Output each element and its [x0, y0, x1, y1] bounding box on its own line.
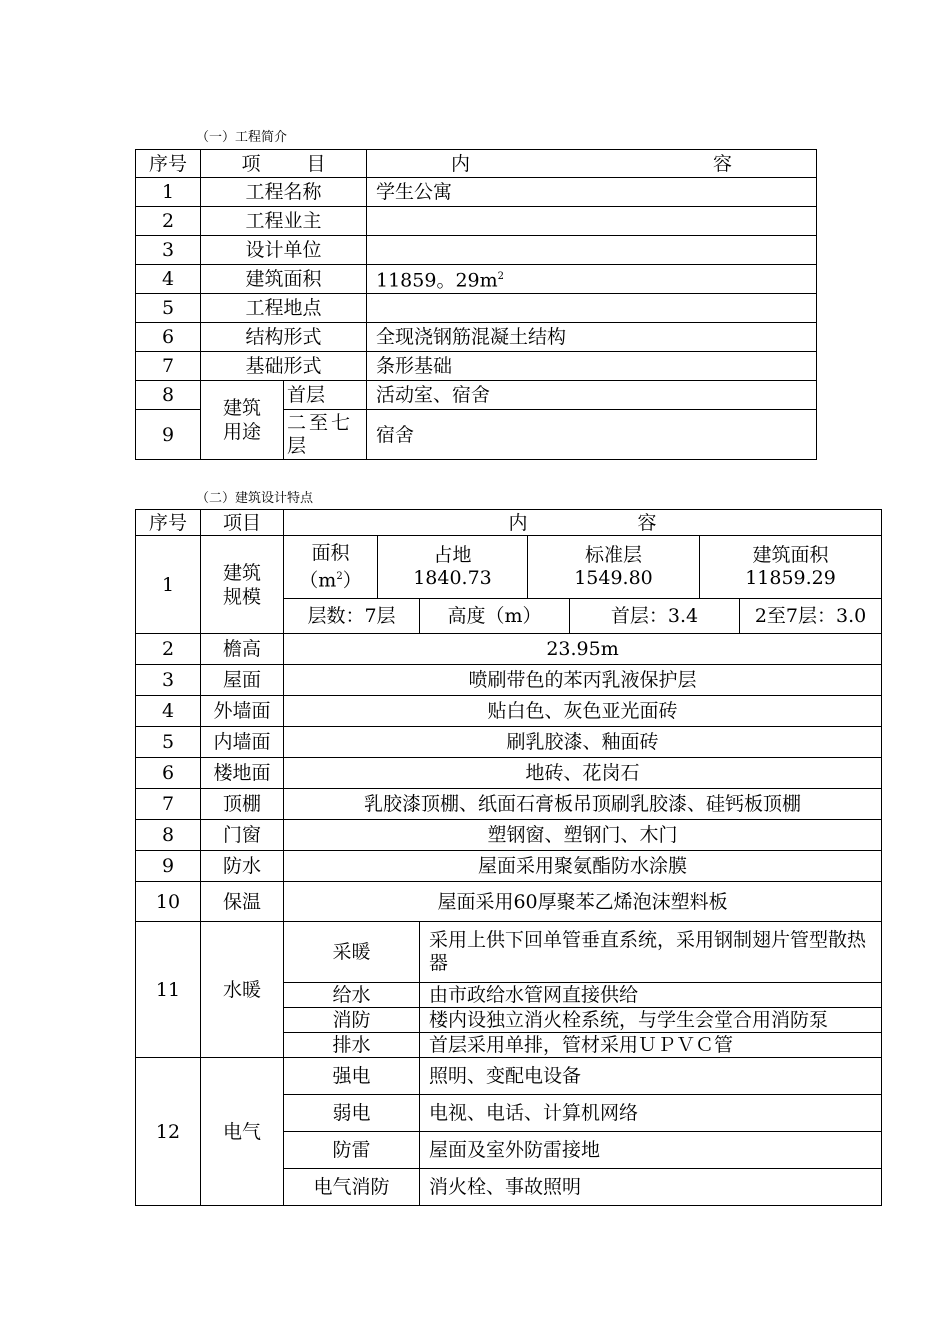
row-no: 2 [136, 207, 201, 236]
row-no: 5 [136, 294, 201, 323]
table-row [136, 882, 882, 922]
table-row [136, 634, 882, 665]
row-value: 喷刷带色的苯丙乳液保护层 [284, 665, 882, 696]
table-row [136, 323, 817, 352]
row-no: 8 [136, 381, 201, 410]
land-label: 占地 [433, 544, 472, 566]
row-value: 照明、变配电设备 [420, 1058, 882, 1095]
header-item-a: 项 [241, 152, 261, 175]
floors-cell: 层数：7层 [284, 599, 420, 634]
upper-floor-height-cell: 2至7层：3.0 [740, 599, 882, 634]
standard-floor-value: 1549.80 [574, 567, 653, 589]
row-no: 7 [136, 789, 201, 820]
row-no: 11 [136, 922, 201, 1058]
row-item: 基础形式 [201, 352, 367, 381]
table-row [136, 381, 817, 410]
row-no: 9 [136, 851, 201, 882]
plumbing-sub: 给水 [284, 983, 420, 1008]
table-row [136, 236, 817, 265]
section1-caption: （一）工程简介 [196, 130, 288, 145]
superscript: 2 [336, 570, 343, 582]
row-item: 门窗 [201, 820, 284, 851]
row-value: 消火栓、事故照明 [420, 1169, 882, 1206]
table-row [136, 178, 817, 207]
row-value: 乳胶漆顶棚、纸面石膏板吊顶刷乳胶漆、硅钙板顶棚 [284, 789, 882, 820]
table-header-row [136, 510, 882, 536]
row-item: 内墙面 [201, 727, 284, 758]
row-item: 楼地面 [201, 758, 284, 789]
row-item: 保温 [201, 882, 284, 922]
land-cell [378, 536, 528, 599]
row-no: 4 [136, 696, 201, 727]
row-value: 贴白色、灰色亚光面砖 [284, 696, 882, 727]
scale-label-text: 建筑规模 [222, 561, 261, 608]
table-row [136, 727, 882, 758]
area-unit-text: （m [299, 569, 337, 592]
header-item [201, 150, 367, 178]
row-no: 4 [136, 265, 201, 294]
row-no: 10 [136, 882, 201, 922]
row-item: 设计单位 [201, 236, 367, 265]
usage-label-text: 建筑用途 [222, 397, 261, 443]
header-no: 序号 [136, 150, 201, 178]
total-area-label: 建筑面积 [752, 544, 829, 566]
electrical-sub: 电气消防 [284, 1169, 420, 1206]
electrical-label: 电气 [201, 1058, 284, 1206]
electrical-sub: 防雷 [284, 1132, 420, 1169]
header-content [367, 150, 817, 178]
row-value: 刷乳胶漆、釉面砖 [284, 727, 882, 758]
table-row [136, 820, 882, 851]
row-value: 楼内设独立消火栓系统，与学生会堂合用消防泵 [420, 1008, 882, 1033]
row-no: 5 [136, 727, 201, 758]
row-no: 2 [136, 634, 201, 665]
table-row [136, 207, 817, 236]
plumbing-sub: 消防 [284, 1008, 420, 1033]
standard-floor-label: 标准层 [584, 544, 642, 566]
row-item: 工程名称 [201, 178, 367, 207]
usage-sub: 二至七层 [284, 410, 367, 460]
plumbing-sub: 排水 [284, 1033, 420, 1058]
row-item: 顶棚 [201, 789, 284, 820]
table-header-row [136, 150, 817, 178]
row-item: 工程地点 [201, 294, 367, 323]
row-item: 结构形式 [201, 323, 367, 352]
usage-sub: 首层 [284, 381, 367, 410]
row-value: 塑钢窗、塑钢门、木门 [284, 820, 882, 851]
row-no: 3 [136, 665, 201, 696]
project-overview-table [135, 149, 817, 460]
row-value [367, 207, 817, 236]
area-label: 面积 [311, 541, 350, 564]
row-no: 9 [136, 410, 201, 460]
row-value [367, 294, 817, 323]
row-item: 工程业主 [201, 207, 367, 236]
row-value: 屋面及室外防雷接地 [420, 1132, 882, 1169]
first-floor-height-cell: 首层：3.4 [570, 599, 740, 634]
row-no: 1 [136, 536, 201, 634]
row-no: 7 [136, 352, 201, 381]
row-value: 首层采用单排，管材采用ＵＰＶＣ管 [420, 1033, 882, 1058]
table-row [136, 758, 882, 789]
row-item: 屋面 [201, 665, 284, 696]
header-item-b: 目 [306, 152, 326, 175]
area-unit [288, 565, 373, 592]
row-no: 6 [136, 323, 201, 352]
building-area-value: 11859。29m [376, 269, 498, 292]
table-row [136, 922, 882, 983]
table-row [136, 696, 882, 727]
area-unit-close: ） [342, 569, 362, 592]
row-item: 建筑面积 [201, 265, 367, 294]
header-content-b: 容 [637, 511, 657, 534]
row-value: 地砖、花岗石 [284, 758, 882, 789]
header-item: 项目 [201, 510, 284, 536]
table-row [136, 265, 817, 294]
total-area-cell [700, 536, 882, 599]
row-value: 屋面采用聚氨酯防水涂膜 [284, 851, 882, 882]
electrical-sub: 弱电 [284, 1095, 420, 1132]
standard-floor-cell [528, 536, 700, 599]
total-area-value: 11859.29 [745, 567, 836, 589]
row-value: 活动室、宿舍 [367, 381, 817, 410]
row-no: 12 [136, 1058, 201, 1206]
header-content-a: 内 [508, 511, 528, 534]
row-value: 采用上供下回单管垂直系统，采用钢制翅片管型散热器 [420, 922, 882, 983]
header-content-a: 内 [451, 152, 471, 175]
height-cell: 高度（m） [420, 599, 570, 634]
section2-caption: （二）建筑设计特点 [196, 491, 314, 506]
row-value: 电视、电话、计算机网络 [420, 1095, 882, 1132]
row-item: 外墙面 [201, 696, 284, 727]
table-row [136, 1058, 882, 1095]
row-no: 8 [136, 820, 201, 851]
usage-label [201, 381, 284, 460]
header-content [284, 510, 882, 536]
row-value: 宿舍 [367, 410, 817, 460]
design-features-table [135, 509, 882, 1206]
land-value: 1840.73 [413, 567, 492, 589]
header-no: 序号 [136, 510, 201, 536]
row-value [367, 265, 817, 294]
row-value: 23.95m [284, 634, 882, 665]
row-value: 全现浇钢筋混凝土结构 [367, 323, 817, 352]
row-no: 1 [136, 178, 201, 207]
plumbing-label: 水暖 [201, 922, 284, 1058]
row-value: 条形基础 [367, 352, 817, 381]
row-value [367, 236, 817, 265]
table-row [136, 352, 817, 381]
area-cell [284, 536, 378, 599]
table-row [136, 789, 882, 820]
scale-label [201, 536, 284, 634]
electrical-sub: 强电 [284, 1058, 420, 1095]
table-row [136, 536, 882, 599]
row-value: 屋面采用60厚聚苯乙烯泡沫塑料板 [284, 882, 882, 922]
row-item: 防水 [201, 851, 284, 882]
row-no: 3 [136, 236, 201, 265]
row-value: 学生公寓 [367, 178, 817, 207]
row-item: 檐高 [201, 634, 284, 665]
row-no: 6 [136, 758, 201, 789]
row-value: 由市政给水管网直接供给 [420, 983, 882, 1008]
header-content-b: 容 [712, 152, 732, 175]
table-row [136, 665, 882, 696]
plumbing-sub: 采暖 [284, 922, 420, 983]
table-row [136, 294, 817, 323]
table-row [136, 851, 882, 882]
superscript: 2 [497, 271, 505, 283]
